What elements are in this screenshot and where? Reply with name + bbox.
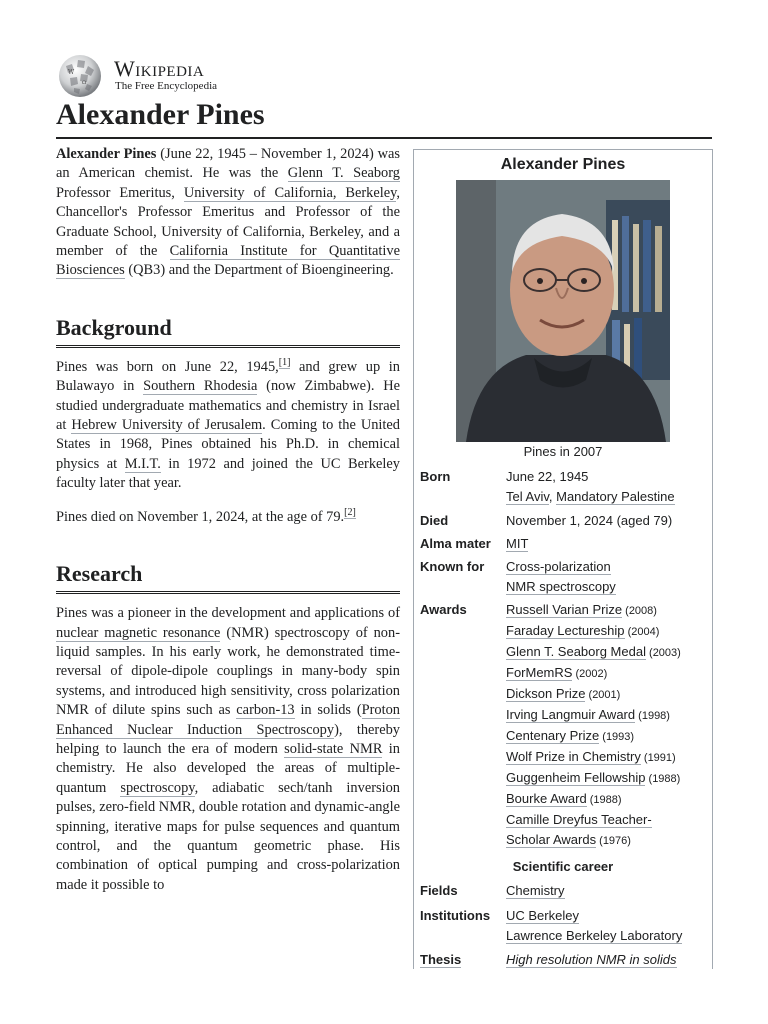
link-alma-mit[interactable]: MIT	[506, 536, 529, 551]
background-paragraph-1	[56, 358, 400, 494]
label-known-for: Known for	[420, 559, 485, 574]
label-died: Died	[420, 513, 449, 528]
born-sep: ,	[548, 489, 557, 504]
citation-2[interactable]: [2]	[344, 506, 356, 518]
link-mandatory-palestine[interactable]: Mandatory Palestine	[556, 489, 675, 504]
title-divider	[56, 137, 712, 139]
intro-text-4: (QB3) and the Department of Bioengineering.	[124, 262, 394, 279]
award-item	[506, 768, 706, 789]
label-alma-mater: Alma mater	[420, 536, 491, 551]
award-year: (2001)	[585, 689, 621, 701]
wikipedia-wordmark[interactable]: Wikipedia	[114, 56, 205, 81]
link-thesis-label[interactable]: Thesis	[420, 952, 462, 967]
article-body	[56, 145, 400, 895]
award-year: (1988)	[586, 794, 622, 806]
link-cross-polarization[interactable]: Cross-polarization	[506, 559, 611, 574]
photo-caption: Pines in 2007	[523, 444, 603, 459]
rs-text-3: in solids (	[294, 702, 362, 719]
link-carbon-13[interactable]: carbon-13	[236, 702, 295, 719]
link-spectroscopy[interactable]: spectroscopy	[120, 779, 195, 796]
value-known-for	[506, 555, 706, 597]
award-year: (1998)	[635, 710, 670, 722]
award-year: (1988)	[645, 773, 681, 785]
row-alma-mater	[414, 532, 712, 554]
value-thesis	[506, 948, 706, 970]
infobox-title: Alexander Pines	[500, 156, 626, 173]
bg-text-1: Pines was born on June 22, 1945,	[56, 358, 279, 375]
value-alma-mater	[506, 532, 706, 554]
link-award[interactable]: Wolf Prize in Chemistry	[506, 749, 641, 764]
row-died	[414, 509, 712, 531]
label-fields: Fields	[420, 883, 458, 898]
award-item	[506, 705, 706, 726]
link-award[interactable]: Faraday Lectureship	[506, 623, 625, 638]
row-born	[414, 465, 712, 507]
award-item	[506, 663, 706, 684]
label-awards: Awards	[420, 602, 467, 617]
label-institutions: Institutions	[420, 908, 491, 923]
intro-text-2: Professor Emeritus,	[56, 184, 184, 201]
link-glenn-seaborg[interactable]: Glenn T. Seaborg	[287, 165, 400, 182]
award-year: (1993)	[599, 731, 635, 743]
link-award[interactable]: Irving Langmuir Award	[506, 707, 636, 722]
heading-background: Background	[56, 315, 400, 348]
page-title: Alexander Pines	[56, 98, 265, 131]
link-dreyfus-a[interactable]: Camille Dreyfus Teacher-	[506, 812, 652, 827]
value-died: November 1, 2024 (aged 79)	[506, 513, 673, 528]
portrait-photo[interactable]	[456, 180, 670, 442]
award-year: (2008)	[622, 605, 657, 617]
link-dreyfus-b[interactable]: Scholar Awards	[506, 832, 597, 847]
row-thesis	[414, 948, 712, 970]
link-hebrew-university[interactable]: Hebrew University of Jerusalem	[71, 417, 263, 434]
value-institutions	[506, 904, 706, 946]
link-thesis[interactable]: High resolution NMR in solids	[506, 952, 677, 967]
link-uc-berkeley[interactable]: University of California, Berkeley	[183, 184, 397, 201]
award-year: (1976)	[596, 835, 631, 847]
intro-subject: Alexander Pines	[56, 146, 157, 162]
link-chemistry[interactable]: Chemistry	[506, 883, 565, 898]
rs-text-4: ), thereby helping to launch the era of modern	[56, 721, 400, 757]
rs-text-5: in chemistry. He also developed the areas of multiple-quantum	[56, 740, 400, 796]
intro-text-1: (June 22, 1945 – November 1, 2024) was an American chemist. He was the	[56, 146, 400, 182]
award-item	[506, 621, 706, 642]
award-year: (2004)	[624, 626, 660, 638]
wikipedia-tagline: The Free Encyclopedia	[115, 80, 218, 92]
award-item	[506, 600, 706, 621]
row-awards	[414, 598, 712, 851]
link-award[interactable]: Guggenheim Fellowship	[506, 770, 646, 785]
row-institutions	[414, 904, 712, 946]
award-item	[506, 684, 706, 705]
heading-research: Research	[56, 561, 400, 594]
award-year: (2003)	[645, 647, 681, 659]
link-mit[interactable]: M.I.T.	[124, 455, 161, 472]
link-award[interactable]: Centenary Prize	[506, 728, 600, 743]
award-item-dreyfus	[506, 810, 706, 830]
link-uc-berkeley-inst[interactable]: UC Berkeley	[506, 908, 579, 923]
link-southern-rhodesia[interactable]: Southern Rhodesia	[143, 378, 258, 395]
background-paragraph-2	[56, 508, 400, 527]
wikipedia-globe-logo[interactable]	[56, 54, 104, 98]
link-solid-state-nmr[interactable]: solid-state NMR	[284, 740, 383, 757]
intro-paragraph	[56, 145, 400, 281]
link-nmr-spectroscopy[interactable]: NMR spectroscopy	[506, 579, 616, 594]
award-year: (1991)	[640, 752, 676, 764]
link-nmr[interactable]: nuclear magnetic resonance	[56, 624, 221, 641]
link-lbl[interactable]: Lawrence Berkeley Laboratory	[506, 928, 683, 943]
infobox	[413, 149, 713, 969]
rs-text-6: , adiabatic sech/tanh inversion pulses, zero-field NMR, double rotation and dynamic-angle spinning, iterative maps for pulse sequences and quantum control, and the quantum geometric phase. His combination of optical pumping and cross-polarization made it possible to	[56, 779, 400, 893]
value-born	[506, 465, 706, 507]
bg-text-6: Pines died on November 1, 2024, at the age of 79.	[56, 508, 345, 525]
bg-text-3: (now Zimbabwe). He studied undergraduate mathematics and chemistry in Israel at	[56, 378, 400, 434]
site-header[interactable]	[56, 54, 256, 98]
link-award[interactable]: ForMemRS	[506, 665, 573, 680]
link-award[interactable]: Dickson Prize	[506, 686, 586, 701]
rs-text-2: (NMR) spectroscopy of non-liquid samples. In his early work, he demonstrated time-reversal of dipole-dipole couplings in many-body spin systems, and introduced high sensitivity, cross polarization NMR of dilute spins such as	[56, 624, 400, 719]
citation-1[interactable]: [1]	[278, 357, 291, 369]
bg-text-5: in 1972 and joined the UC Berkeley faculty later that year.	[56, 455, 400, 492]
born-place	[506, 487, 706, 507]
link-tel-aviv[interactable]: Tel Aviv	[506, 489, 549, 504]
born-date: June 22, 1945	[506, 469, 589, 484]
value-fields	[506, 879, 706, 901]
value-awards	[506, 598, 706, 851]
award-item	[506, 747, 706, 768]
award-item	[506, 642, 706, 663]
link-award[interactable]: Glenn T. Seaborg Medal	[506, 644, 646, 659]
svg-text:Ω: Ω	[82, 80, 87, 86]
research-paragraph	[56, 604, 400, 895]
award-item	[506, 726, 706, 747]
link-pens[interactable]: Proton Enhanced Nuclear Induction Spectroscopy	[56, 702, 400, 738]
label-born: Born	[420, 469, 451, 484]
award-year: (2002)	[572, 668, 608, 680]
award-item	[506, 789, 706, 810]
bg-text-4: . Coming to the United States in 1968, Pines obtained his Ph.D. in chemical physics at	[56, 417, 401, 472]
intro-text-3: , Chancellor's Professor Emeritus and Professor of the Graduate School, University of California, Berkeley, and a member of the	[56, 184, 400, 260]
link-award[interactable]: Russell Varian Prize	[506, 602, 623, 617]
row-fields	[414, 879, 712, 901]
row-known-for	[414, 555, 712, 597]
section-scientific-career: Scientific career	[512, 859, 614, 874]
bg-text-2: and grew up in Bulawayo in	[56, 358, 400, 395]
link-qb3[interactable]: California Institute for Quantitative Biosciences	[56, 243, 400, 279]
label-thesis[interactable]	[420, 948, 506, 970]
link-award[interactable]: Bourke Award	[506, 791, 587, 806]
rs-text-1: Pines was a pioneer in the development and applications of	[56, 605, 400, 622]
award-item-dreyfus-2	[506, 830, 706, 851]
svg-text:W: W	[68, 69, 75, 76]
infobox-rows	[414, 465, 712, 970]
